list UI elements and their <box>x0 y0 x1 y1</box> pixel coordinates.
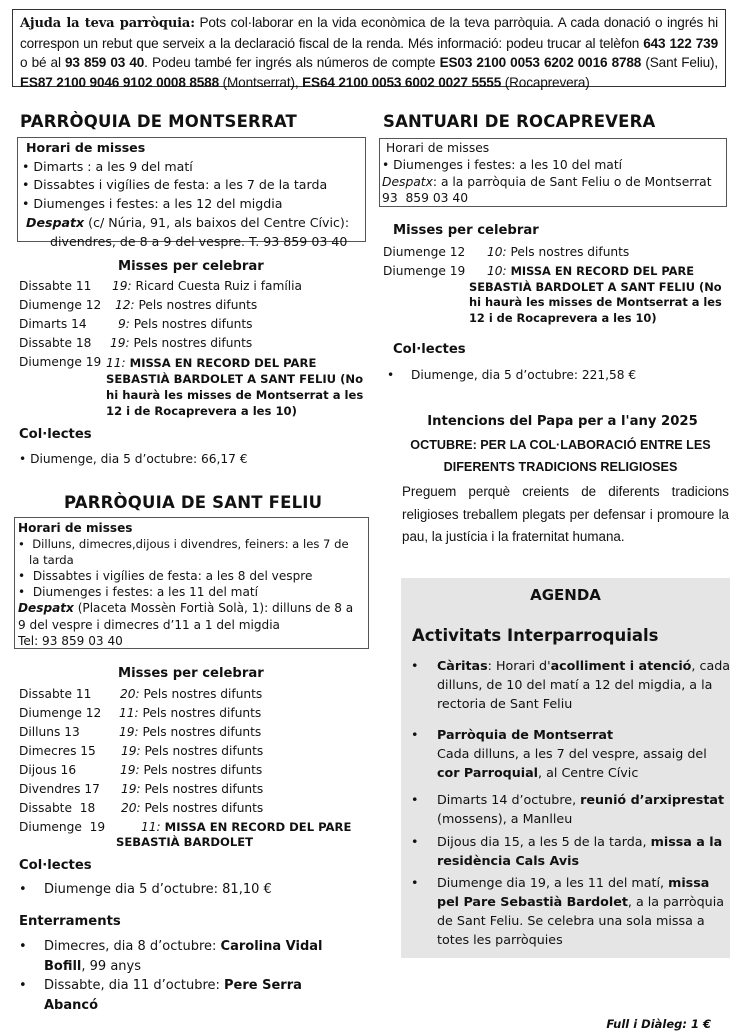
schedule-item: • Dilluns, dimecres,dijous i divendres, feiners: a les 7 de <box>18 537 349 552</box>
bullet-icon: • <box>411 875 419 890</box>
office-hours <box>382 174 724 191</box>
mass-intention: Pels nostres difunts <box>140 744 264 758</box>
phone-number: 93 859 03 40 <box>64 55 145 70</box>
mass-day: Diumenge 12 <box>19 706 102 720</box>
iban-label: (Montserrat), <box>219 74 303 90</box>
schedule-item: la tarda <box>18 553 74 568</box>
santfeliu-schedule-box <box>14 517 369 649</box>
agenda-item-text: Dijous dia 15, a les 5 de la tarda, <box>437 834 651 849</box>
mass-time: 19: <box>121 744 141 758</box>
mass-time: 19: <box>120 763 140 777</box>
bullet-icon: • <box>387 368 395 382</box>
montserrat-masses-title: Misses per celebrar <box>118 259 264 274</box>
montserrat-collections-title: Col·lectes <box>19 427 92 442</box>
mass-intention: Pels nostres difunts <box>134 298 258 312</box>
funerals-title: Enterraments <box>19 914 121 929</box>
agenda-item-bold: missa a la residència Cals Avis <box>437 834 723 868</box>
schedule-item: • Dimarts : a les 9 del matí <box>22 158 193 174</box>
collection-item <box>19 882 272 897</box>
agenda-item-bold: Parròquia de Montserrat <box>437 727 614 742</box>
papa-title: Intencions del Papa per a l'any 2025 <box>427 414 698 429</box>
collection-text: Diumenge, dia 5 d’octubre: 221,58 € <box>411 368 637 382</box>
papa-body: Preguem perquè creients de diferents tradicions religioses treballem plegats per defensar i promoure la pau, la justícia i la fraternitat humana. <box>402 484 729 544</box>
rocaprevera-collections-title: Col·lectes <box>393 342 466 357</box>
iban-montserrat: ES87 2100 9046 9102 0008 8588 <box>20 74 219 90</box>
notice-text: . Podeu també fer ingrés als números de compte <box>144 55 440 70</box>
papa-subtitle: OCTUBRE: PER LA COL·LABORACIÓ ENTRE LES <box>410 438 711 452</box>
mass-day: Divendres 17 <box>19 782 100 796</box>
mass-intention: Pels nostres difunts <box>140 782 264 796</box>
schedule-title: Horari de misses <box>26 140 146 155</box>
agenda-item-bold: cor Parroquial <box>437 765 539 780</box>
mass-time: 10: <box>487 264 507 278</box>
mass-day: Dissabte 11 <box>19 687 92 701</box>
mass-intention: MISSA EN RECORD DEL PARE SEBASTIÀ BARDOLET A SANT FELIU (No hi haurà les misses de Montserrat a les 12 i de Rocaprevera a les 10) <box>106 356 364 418</box>
mass-intention: Pels nostres difunts <box>139 763 263 777</box>
iban-label: (Rocaprevera) <box>501 74 590 90</box>
mass-intention: Ricard Cuesta Ruiz i família <box>131 279 302 293</box>
iban-label: (Sant Feliu), <box>641 55 718 70</box>
bullet-icon: • <box>411 834 419 849</box>
mass-day: Dimecres 15 <box>19 744 96 758</box>
footer-price: Full i Diàleg: 1 € <box>606 1017 711 1031</box>
mass-intention: MISSA EN RECORD DEL PARE SEBASTIÀ BARDOLET A SANT FELIU (No hi haurà les misses de Montserrat a les 12 i de Rocaprevera a les 10) <box>469 264 722 325</box>
schedule-title: Horari de misses <box>18 521 133 535</box>
mass-intention: Pels nostres difunts <box>129 317 253 331</box>
mass-day: Diumenge 19 <box>19 820 106 834</box>
mass-time: 10: <box>487 245 507 259</box>
iban-santfeliu: ES03 2100 0053 6202 0016 8788 <box>439 55 642 70</box>
mass-day: Diumenge 19 <box>383 264 466 278</box>
collection-item <box>387 368 637 382</box>
bullet-icon: • <box>19 978 27 993</box>
santfeliu-title: PARRÒQUIA DE SANT FELIU <box>64 493 323 512</box>
funeral-date: Dimecres, dia 8 d’octubre: <box>44 939 221 954</box>
agenda-item-text: Dimarts 14 d’octubre, <box>437 792 581 807</box>
bullet-icon: • <box>411 792 419 807</box>
mass-time: 9: <box>118 317 130 331</box>
mass-day: Diumenge 12 <box>383 245 466 259</box>
papa-subtitle: DIFERENTS TRADICIONS RELIGIOSES <box>443 460 678 474</box>
collection-item: • Diumenge, dia 5 d’octubre: 66,17 € <box>19 452 248 466</box>
funeral-date: Dissabte, dia 11 d’octubre: <box>44 978 225 993</box>
office-label: Despatx <box>382 174 433 189</box>
mass-time: 11: <box>119 706 139 720</box>
rocaprevera-title: SANTUARI DE ROCAPREVERA <box>383 112 656 131</box>
agenda-item-bold: Càritas <box>437 658 488 673</box>
schedule-item: • Diumenges i festes: a les 11 del matí <box>18 585 258 600</box>
collection-text: Diumenge dia 5 d’octubre: 81,10 € <box>44 882 272 897</box>
papa-section <box>383 414 728 429</box>
schedule-item: • Diumenges i festes: a les 12 del migdia <box>22 196 283 212</box>
mass-time: 19: <box>121 782 141 796</box>
agenda-item-text: (mossens), a Manlleu <box>437 811 573 826</box>
agenda-item-bold: missa pel Pare Sebastià Bardolet <box>437 875 710 909</box>
bullet-icon: • <box>19 882 27 897</box>
office-label: Despatx <box>26 214 85 230</box>
office-hours-2: 9 del vespre i dimecres d’11 a 1 del migdia <box>18 617 280 632</box>
mass-intention: Pels nostres difunts <box>138 725 262 739</box>
mass-intention: Pels nostres difunts <box>140 801 264 815</box>
office-text: (c/ Núria, 91, als baixos del Centre Cívic): <box>84 214 350 230</box>
mass-day: Dilluns 13 <box>19 725 80 739</box>
notice-text: Pots col·laborar en la vida econòmica de la teva parròquia. A cada donació o ingrés hi correspon un rebut que serveix a la declaració fiscal de la renda. Més informació: podeu trucar al telèfon <box>20 15 719 51</box>
mass-time: 19: <box>112 279 132 293</box>
santfeliu-collections-title: Col·lectes <box>19 858 92 873</box>
mass-time: 12: <box>115 298 135 312</box>
rocaprevera-masses-title: Misses per celebrar <box>393 223 539 238</box>
mass-time: 19: <box>119 725 139 739</box>
funeral-name: Pere Serra Abancó <box>44 978 302 1013</box>
agenda-item-bold: acolliment i atenció <box>550 658 692 673</box>
mass-time: 11: <box>106 356 126 370</box>
office-hours-2: divendres, de 8 a 9 del vespre. T. 93 859 03 40 <box>50 233 348 249</box>
schedule-title: Horari de misses <box>386 141 490 155</box>
iban-rocaprevera: ES64 2100 0053 6002 0027 5555 <box>302 74 502 90</box>
mass-time: 20: <box>120 687 140 701</box>
agenda-item-text: : Horari d' <box>487 658 551 673</box>
bullet-icon: • <box>411 658 419 673</box>
schedule-item: • Diumenges i festes: a les 10 del matí <box>382 157 623 172</box>
notice-lead: Ajuda la teva parròquia: <box>20 16 195 31</box>
mass-day: Dissabte 11 <box>19 279 92 293</box>
office-hours <box>18 600 365 616</box>
mass-intention: Pels nostres difunts <box>506 245 630 259</box>
mass-time: 19: <box>110 336 130 350</box>
agenda-item-text: Cada dilluns, a les 7 del vespre, assaig del <box>437 746 707 761</box>
mass-day: Dijous 16 <box>19 763 77 777</box>
funeral-item <box>19 976 349 1013</box>
schedule-item: • Dissabtes i vigílies de festa: a les 7 de la tarda <box>22 177 328 193</box>
notice-text: o bé al <box>20 55 65 70</box>
office-text: : a la parròquia de Sant Feliu o de Montserrat <box>432 174 712 189</box>
agenda-item-text: , al Centre Cívic <box>538 765 639 780</box>
office-phone: 93 859 03 40 <box>382 191 469 206</box>
agenda-title: AGENDA <box>530 586 601 604</box>
agenda-item-text: , cada dilluns, de 10 del matí a 12 del migdia, a la rectoria de Sant Feliu <box>437 658 731 711</box>
office-phone: Tel: 93 859 03 40 <box>18 633 123 648</box>
bullet-icon: • <box>411 727 419 742</box>
agenda-item-text: Diumenge dia 19, a les 11 del matí, <box>437 875 669 890</box>
schedule-item: • Dissabtes i vigílies de festa: a les 8 del vespre <box>18 569 313 584</box>
mass-day: Diumenge 19 <box>19 355 102 369</box>
funeral-name: Carolina Vidal Bofill <box>44 939 323 974</box>
agenda-subtitle: Activitats Interparroquials <box>412 626 659 645</box>
mass-time: 20: <box>121 801 141 815</box>
santfeliu-masses-title: Misses per celebrar <box>118 666 264 681</box>
office-label: Despatx <box>18 601 74 616</box>
bullet-icon: • <box>19 939 27 954</box>
agenda-box <box>401 578 730 958</box>
mass-intention: MISSA EN RECORD DEL PARE SEBASTIÀ BARDOLET <box>116 820 352 849</box>
mass-day: Dissabte 18 <box>19 336 92 350</box>
mass-intention: Pels nostres difunts <box>139 687 263 701</box>
mass-intention: Pels nostres difunts <box>138 706 262 720</box>
montserrat-schedule-box <box>17 137 366 249</box>
rocaprevera-schedule-box <box>379 138 727 207</box>
mass-intention: Pels nostres difunts <box>129 336 253 350</box>
mass-day: Dimarts 14 <box>19 317 87 331</box>
funeral-age: , 99 anys <box>81 958 142 974</box>
agenda-item-bold: reunió d’arxiprestat <box>580 792 725 807</box>
mass-time: 11: <box>141 820 161 834</box>
mass-day: Diumenge 12 <box>19 298 102 312</box>
office-text: (Placeta Mossèn Fortià Solà, 1): dilluns de 8 a <box>73 601 354 616</box>
funeral-item <box>19 937 349 974</box>
donation-notice <box>12 9 726 90</box>
agenda-item-text: , a la parròquia de Sant Feliu. Se celebra una sola missa a totes les parròquies <box>437 894 725 947</box>
phone-number: 643 122 739 <box>643 35 718 51</box>
mass-day: Dissabte 18 <box>19 801 96 815</box>
office-hours <box>22 214 361 233</box>
montserrat-title: PARRÒQUIA DE MONTSERRAT <box>20 112 297 131</box>
